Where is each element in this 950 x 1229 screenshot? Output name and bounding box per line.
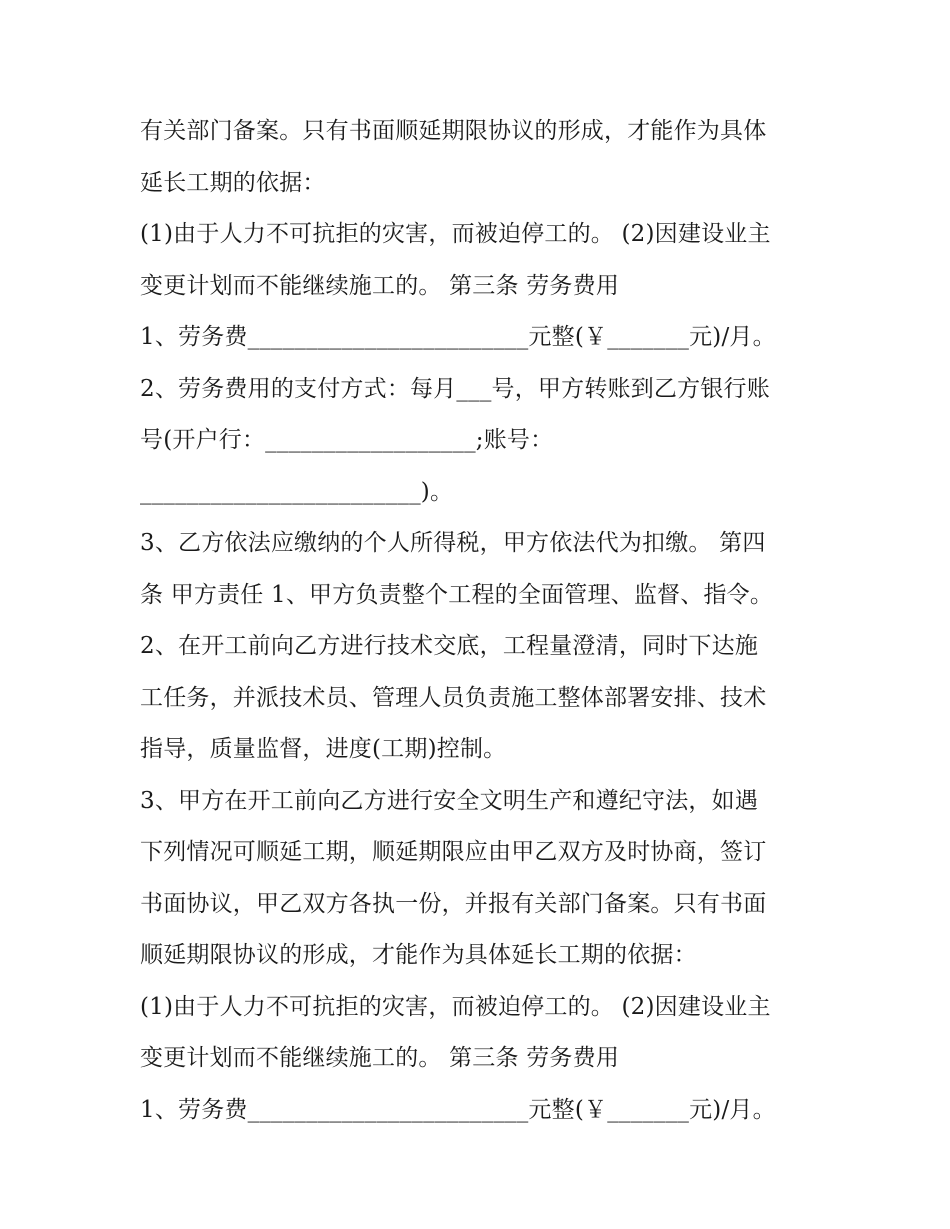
- text-line: 工任务，并派技术员、管理人员负责施工整体部署安排、技术: [140, 684, 767, 711]
- text-line: 1、劳务费________________________元整(￥_______元)/月。: [140, 1096, 776, 1123]
- text-line: 下列情况可顺延工期，顺延期限应由甲乙双方及时协商，签订: [140, 839, 767, 865]
- text-line: 号(开户行：__________________;账号：: [140, 427, 554, 453]
- text-line: 顺延期限协议的形成，才能作为具体延长工期的依据：: [140, 942, 697, 968]
- text-line: (1)由于人力不可抗拒的灾害，而被迫停工的。 (2)因建设业主: [140, 221, 771, 247]
- text-line: 3、甲方在开工前向乙方进行安全文明生产和遵纪守法，如遇: [140, 787, 759, 814]
- text-line: 2、在开工前向乙方进行技术交底，工程量澄清，同时下达施: [140, 633, 759, 659]
- text-line: 2、劳务费用的支付方式：每月___号，甲方转账到乙方银行账: [140, 375, 770, 402]
- text-line: 1、劳务费________________________元整(￥_______元)/月。: [140, 324, 776, 350]
- document-body: [140, 106, 820, 1136]
- text-line: (1)由于人力不可抗拒的灾害，而被迫停工的。 (2)因建设业主: [140, 993, 771, 1020]
- text-line: 有关部门备案。只有书面顺延期限协议的形成，才能作为具体: [140, 118, 767, 144]
- text-line: 变更计划而不能继续施工的。 第三条 劳务费用: [140, 1045, 620, 1071]
- text-line: 书面协议，甲乙双方各执一份，并报有关部门备案。只有书面: [140, 890, 767, 917]
- text-line: 条 甲方责任 1、甲方负责整个工程的全面管理、监督、指令。: [140, 581, 774, 608]
- text-line: 3、乙方依法应缴纳的个人所得税，甲方依法代为扣缴。 第四: [140, 530, 766, 556]
- text-line: 指导，质量监督，进度(工期)控制。: [140, 736, 507, 762]
- text-line: ________________________)。: [140, 478, 454, 505]
- text-line: 延长工期的依据：: [140, 169, 326, 196]
- text-line: 变更计划而不能继续施工的。 第三条 劳务费用: [140, 272, 620, 299]
